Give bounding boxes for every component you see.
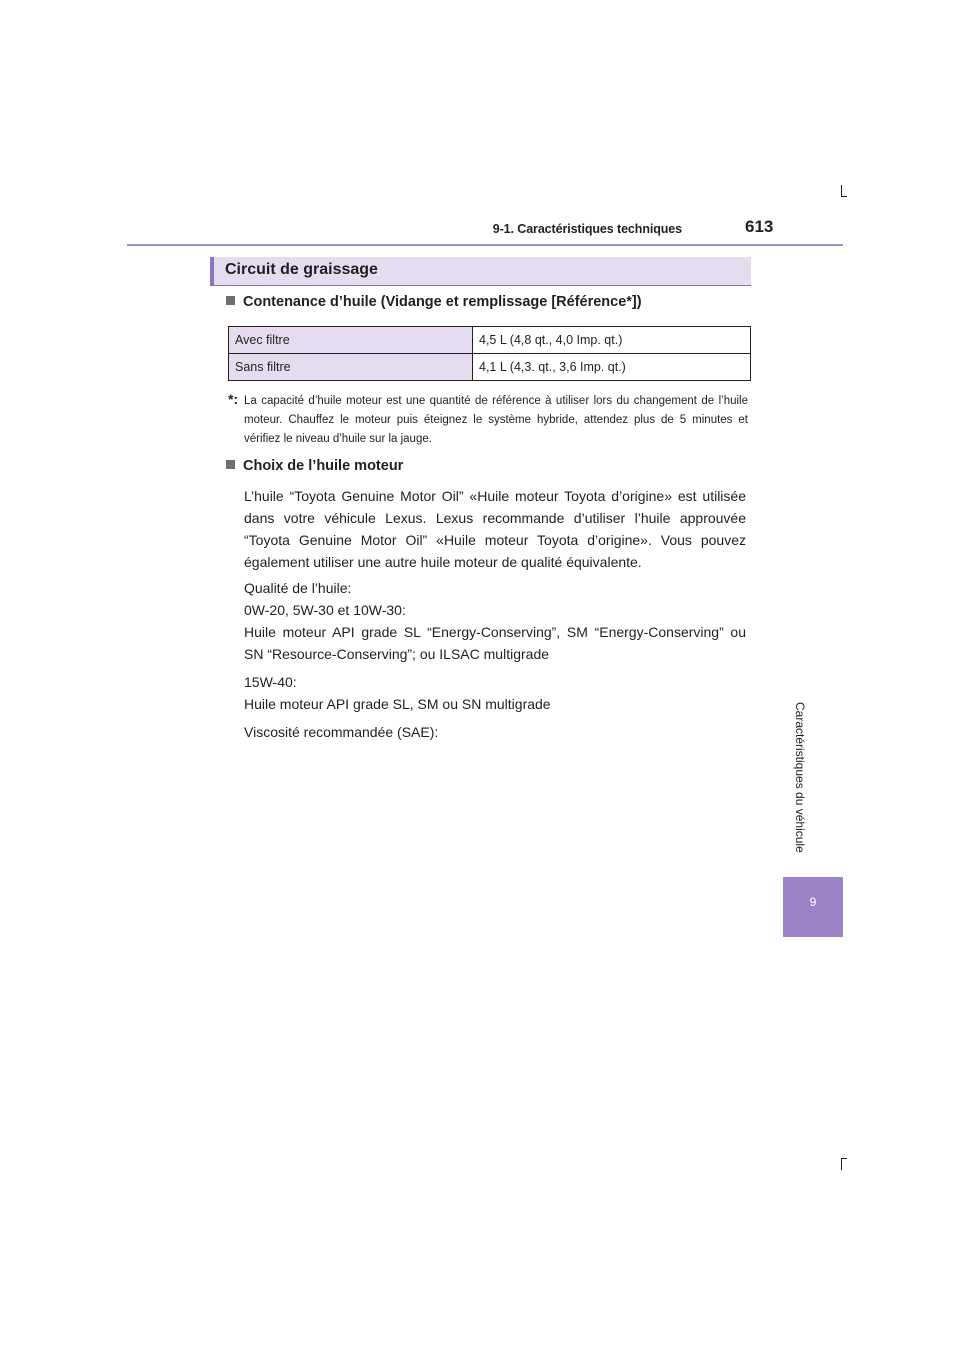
table-row — [229, 327, 751, 354]
grade2-label: 15W-40: — [244, 674, 297, 690]
grade2-block — [244, 671, 746, 715]
section-title: Circuit de graissage — [225, 261, 378, 278]
table-cell-value: 4,5 L (4,8 qt., 4,0 Imp. qt.) — [473, 327, 751, 354]
oil-quality-block — [244, 577, 746, 665]
crop-mark-bottom-tick — [841, 1158, 847, 1159]
oil-capacity-table — [228, 326, 751, 381]
table-cell-label: Sans filtre — [229, 354, 473, 381]
header-rule — [127, 244, 843, 246]
viscosity-label: Viscosité recommandée (SAE): — [244, 724, 439, 740]
crop-mark-top-tick — [841, 196, 847, 197]
grade1-label: 0W-20, 5W-30 et 10W-30: — [244, 602, 406, 618]
oil-choice-heading — [226, 458, 403, 474]
oil-capacity-title: Contenance d’huile (Vidange et remplissage [Référence*]) — [243, 294, 642, 310]
chapter-tab — [783, 877, 843, 937]
oil-quality-label: Qualité de l’huile: — [244, 580, 352, 596]
table-cell-value: 4,1 L (4,3. qt., 3,6 Imp. qt.) — [473, 354, 751, 381]
table-cell-label: Avec filtre — [229, 327, 473, 354]
footnote-mark: *: — [228, 391, 239, 407]
footnote-text: La capacité d’huile moteur est une quantité de référence à utiliser lors du changement de l’huile moteur. Chauffez le moteur puis éteignez le système hybride, attendez plus de 5 minutes et vérifiez le niveau d’huile sur la jauge. — [244, 395, 748, 445]
grade2-text: Huile moteur API grade SL, SM ou SN multigrade — [244, 696, 551, 712]
oil-choice-title: Choix de l’huile moteur — [243, 458, 404, 474]
bullet-square-icon — [226, 460, 235, 469]
table-row — [229, 354, 751, 381]
oil-capacity-heading — [226, 294, 642, 310]
bullet-square-icon — [226, 296, 235, 305]
crop-mark-bottom — [841, 1158, 842, 1170]
chapter-tab-number: 9 — [809, 895, 817, 909]
running-header: 9-1. Caractéristiques techniques — [492, 222, 682, 236]
section-heading — [210, 257, 751, 286]
page-number: 613 — [745, 217, 774, 236]
grade1-text: Huile moteur API grade SL “Energy-Conserving”, SM “Energy-Conserving” ou SN “Resource-Conserving”; ou ILSAC multigrade — [244, 624, 746, 662]
footnote — [228, 392, 748, 449]
oil-choice-intro: L’huile “Toyota Genuine Motor Oil” «Huile moteur Toyota d’origine» est utilisée dans votre véhicule Lexus. Lexus recommande d’utiliser l’huile approuvée “Toyota Genuine Motor Oil” «Huile moteur Toyota d’origine». Vous pouvez également utiliser une autre huile moteur de qualité équivalente. — [244, 488, 746, 570]
side-tab-label: Caractéristiques du véhicule — [793, 702, 807, 853]
